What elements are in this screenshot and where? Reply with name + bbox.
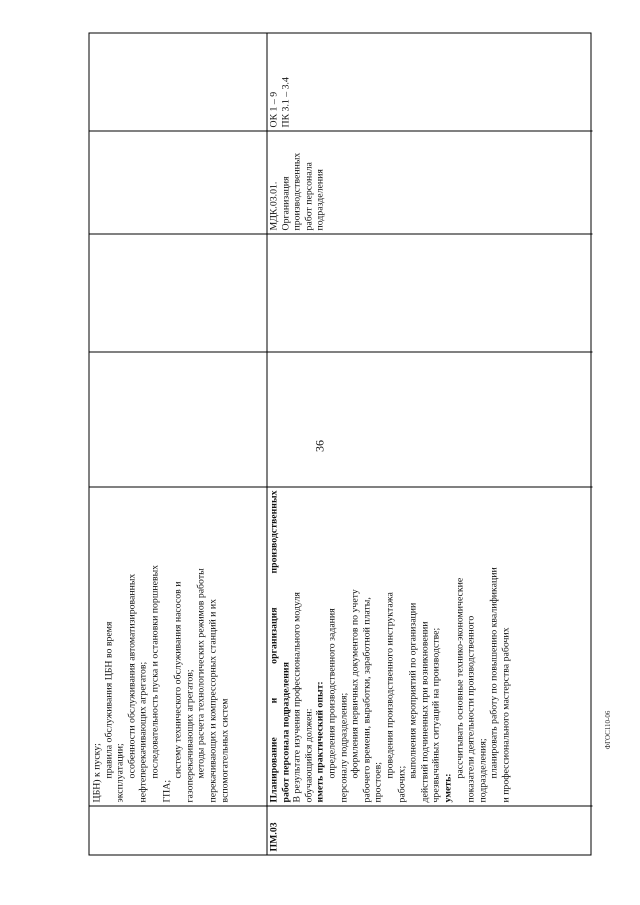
empty-cell <box>89 351 266 486</box>
content-line: показатели деятельности производственного <box>465 615 477 802</box>
content-line: В результате изучения профессионального модуля <box>291 591 303 802</box>
document-code: ФГОС110-06 <box>604 710 612 750</box>
module-title-line: работ персонала подразделения <box>279 661 291 802</box>
content-line: правила обслуживания ЦБН во время <box>102 621 114 778</box>
content-line: особенности обслуживания автоматизированных <box>125 573 137 778</box>
competency-line: ПК 3.1 – 3.4 <box>279 76 291 127</box>
content-line: действий подчиненных при возникновении <box>418 621 430 802</box>
title-word: Планирование <box>268 736 279 802</box>
content-line: подразделения; <box>476 737 488 802</box>
content-line: вспомогательных систем <box>218 697 230 802</box>
title-word: и <box>268 697 279 703</box>
module-title-line <box>268 490 280 802</box>
title-word: организация <box>268 606 279 664</box>
empty-cell <box>266 233 592 351</box>
mdk-cell <box>89 130 266 233</box>
table-row-pm03 <box>266 33 592 854</box>
content-line: методы расчета технологических режимов работы <box>195 567 207 778</box>
content-line: ЦБН) к пуску; <box>91 742 102 802</box>
content-line: газоперекачивающих агрегатов; <box>183 668 195 802</box>
content-line: определения производственного задания <box>325 607 337 778</box>
mdk-line: подразделения <box>314 168 326 230</box>
mdk-line: производственных <box>291 152 303 230</box>
competencies-cell <box>266 31 592 130</box>
content-line: перекачивающих и компрессорных станций и их <box>206 598 218 802</box>
content-line: рабочих; <box>395 765 407 802</box>
section-heading: иметь практический опыт: <box>314 680 326 802</box>
section-heading: уметь: <box>441 772 453 802</box>
content-line: рабочего времени, выработки, заработной платы, <box>360 596 372 802</box>
empty-cell <box>266 351 592 486</box>
content-line: систему технического обслуживания насосов и <box>172 581 184 778</box>
mdk-line: Организация <box>279 175 291 230</box>
module-code-cell: ПМ.03 <box>266 805 592 854</box>
title-word: производственных <box>268 490 279 574</box>
empty-cell <box>89 233 266 351</box>
content-line: последовательность пуска и остановки поршневых <box>148 564 160 778</box>
content-line: оформления первичных документов по учету <box>349 588 361 778</box>
content-line: нефтеперекачивающих агрегатов; <box>137 661 149 802</box>
content-line: чрезвычайных ситуаций на производстве; <box>430 627 442 802</box>
content-line: и профессионального мастерства рабочих <box>499 626 511 802</box>
module-code-cell <box>89 805 266 854</box>
curriculum-table <box>88 32 591 855</box>
content-line: проведения производственного инструктажа <box>383 591 395 778</box>
content-line: выполнения мероприятий по организации <box>407 602 419 778</box>
content-line: рассчитывать основные технико-экономические <box>453 577 465 778</box>
content-cell <box>89 486 266 805</box>
content-cell <box>266 486 592 805</box>
content-line: планировать работу по повышению квалификации <box>488 566 500 778</box>
mdk-line: МДК.03.01. <box>268 181 279 230</box>
content-line: простоев; <box>372 761 384 802</box>
mdk-line: работ персонала <box>302 161 314 230</box>
content-line: обучающийся должен: <box>302 708 314 802</box>
mdk-cell <box>266 130 592 233</box>
competencies-cell <box>89 31 266 130</box>
competency-line: ОК 1 – 9 <box>268 91 279 127</box>
page-number: 36 <box>312 440 327 452</box>
content-line: ГПА; <box>160 779 172 802</box>
content-line: эксплуатации; <box>114 742 126 802</box>
table-row-continuation <box>89 33 267 854</box>
content-line: персоналу подразделения; <box>337 692 349 802</box>
